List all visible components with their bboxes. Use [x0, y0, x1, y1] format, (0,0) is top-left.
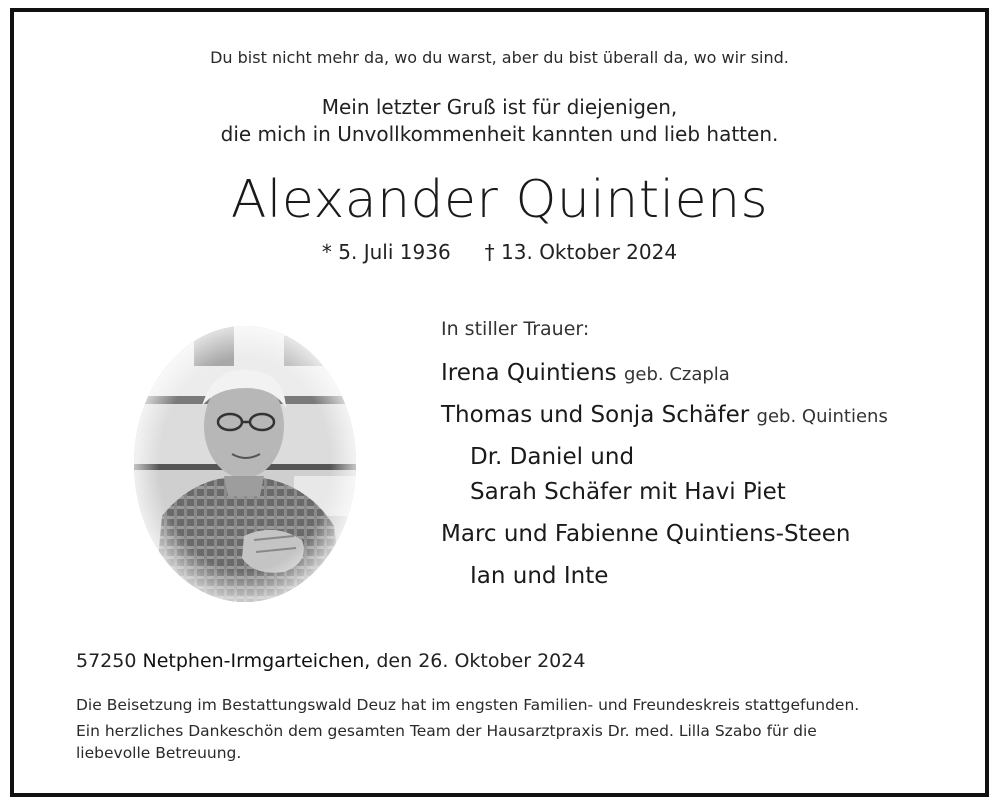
mourner-maiden-name: geb. Quintiens [756, 406, 888, 427]
mourning-intro: In stiller Trauer: [441, 318, 590, 340]
mourner-line [441, 360, 730, 386]
verse-line: die mich in Unvollkommenheit kannten und lieb hatten. [220, 122, 779, 146]
mourner-name: Irena Quintiens [441, 360, 617, 386]
mourner-line [470, 444, 634, 470]
obituary-frame [10, 8, 989, 797]
verse-line: Mein letzter Gruß ist für diejenigen, [321, 95, 678, 119]
mourner-line [470, 563, 608, 589]
notice-line: Die Beisetzung im Bestattungswald Deuz hat im engsten Familien- und Freundeskreis stattgefunden. [76, 696, 860, 714]
mourner-name: Ian und Inte [470, 563, 609, 589]
birth-date: * 5. Juli 1936 [321, 240, 451, 264]
mourner-line [441, 521, 850, 547]
life-dates [14, 240, 985, 264]
mourner-line [441, 402, 888, 428]
mourner-name: Dr. Daniel und [470, 444, 635, 470]
notice-date: den 26. Oktober 2024 [376, 650, 586, 672]
portrait-illustration [134, 326, 356, 602]
postal-code: 57250 [76, 650, 137, 672]
notice-line: Ein herzliches Dankeschön dem gesamten Team der Hausarztpraxis Dr. med. Lilla Szabo für die [76, 722, 817, 740]
mourner-name: Sarah Schäfer mit Havi Piet [470, 479, 786, 505]
motto-quote: Du bist nicht mehr da, wo du warst, aber du bist überall da, wo wir sind. [210, 48, 789, 67]
verse [14, 94, 985, 148]
mourner-line [470, 479, 786, 505]
place-and-date [76, 650, 585, 672]
deceased-name: Alexander Quintiens [230, 170, 769, 230]
mourner-name: Marc und Fabienne Quintiens-Steen [441, 521, 851, 547]
mourner-maiden-name: geb. Czapla [623, 364, 730, 385]
town: Netphen-Irmgarteichen, [142, 650, 371, 672]
notice-line: liebevolle Betreuung. [76, 744, 242, 762]
mourner-name: Thomas und Sonja Schäfer [441, 402, 750, 428]
portrait-photo [134, 326, 356, 602]
death-date: † 13. Oktober 2024 [484, 240, 678, 264]
